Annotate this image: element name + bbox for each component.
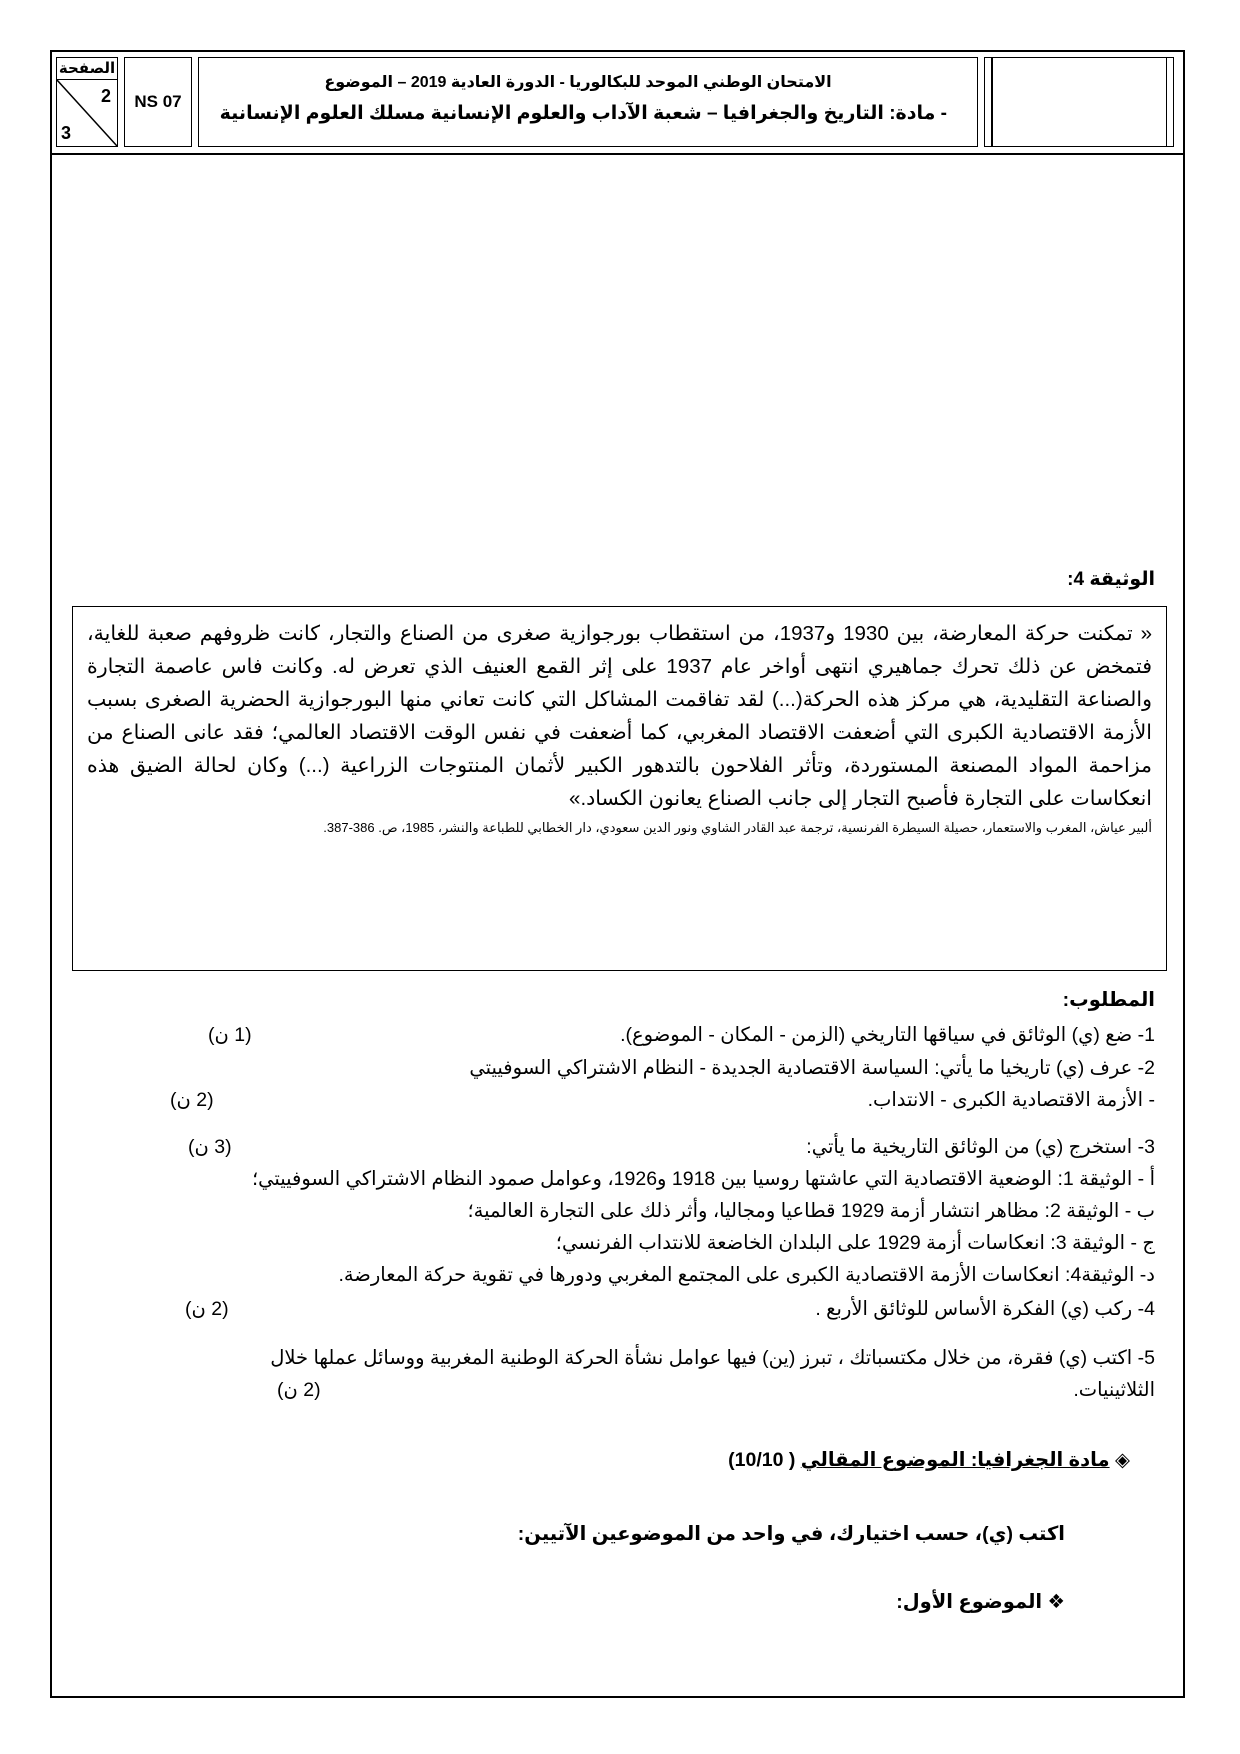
question-2-line1: 2- عرف (ي) تاريخيا ما يأتي: السياسة الاقتصادية الجديدة - النظام الاشتراكي السوفييتي: [469, 1057, 1155, 1079]
star-bullet-icon: ❖: [1047, 1591, 1065, 1613]
document4-heading: الوثيقة 4:: [1067, 569, 1155, 590]
page-total: 3: [61, 123, 72, 143]
topic-1-label: الموضوع الأول:: [896, 1591, 1043, 1613]
question-3: 3- استخرج (ي) من الوثائق التاريخية ما يأتي:: [806, 1136, 1155, 1158]
question-5-score: (2 ن): [277, 1379, 321, 1401]
page-label: الصفحة: [57, 59, 117, 80]
question-3-score: (3 ن): [188, 1136, 232, 1158]
document4-source: ألبير عياش، المغرب والاستعمار، حصيلة السيطرة الفرنسية، ترجمة عبد القادر الشاوي ونور الدين سعودي، دار الخطابي للطباعة والنشر، 1985، ص. 386-387.: [323, 820, 1152, 835]
question-2-line2: - الأزمة الاقتصادية الكبرى - الانتداب.: [867, 1089, 1155, 1111]
exam-header: [50, 50, 1185, 155]
question-3-c: ج - الوثيقة 3: انعكاسات أزمة 1929 على البلدان الخاضعة للانتداب الفرنسي؛: [555, 1232, 1155, 1254]
question-1: 1- ضع (ي) الوثائق في سياقها التاريخي (الزمن - المكان - الموضوع).: [620, 1024, 1155, 1046]
question-5-line2: الثلاثينيات.: [1073, 1379, 1155, 1401]
geography-topic-1: [896, 1590, 1065, 1614]
page-current: 2: [100, 86, 111, 106]
header-right-divider: [1166, 58, 1168, 146]
page-number-box: [56, 57, 118, 147]
exam-code: NS 07: [124, 57, 192, 147]
question-4-score: (2 ن): [185, 1298, 229, 1320]
geography-section-title: [728, 1448, 1130, 1472]
diamond-bullet-icon: ◈: [1115, 1449, 1130, 1471]
questions-heading: المطلوب:: [1062, 989, 1155, 1011]
exam-title-box: [198, 57, 978, 147]
question-3-a: أ - الوثيقة 1: الوضعية الاقتصادية التي عاشتها روسيا بين 1918 و1926، وعوامل صمود النظام الاشتراكي السوفييتي؛: [251, 1168, 1155, 1190]
geography-instruction: اكتب (ي)، حسب اختيارك، في واحد من الموضوعين الآتيين:: [517, 1523, 1065, 1545]
question-4: 4- ركب (ي) الفكرة الأساس للوثائق الأربع .: [815, 1298, 1155, 1320]
document4-quote: « تمكنت حركة المعارضة، بين 1930 و1937، من استقطاب بورجوازية صغرى من الصناع والتجار، كانت ظروفهم صعبة للغاية، فتمخض عن ذلك تحرك جماهيري انتهى أواخر عام 1937 على إثر القمع العنيف الذي تعرض له. وكانت فاس عاصمة التجارة والصناعة التقليدية، هي مركز هذه الحركة(...) لقد تفاقمت المشاكل التي كانت تعاني منها البورجوازية الحضرية الصغرى بسبب الأزمة الاقتصادية الكبرى التي أضعفت الاقتصاد المغربي، كما أضعفت في نفس الوقت الاقتصاد العالمي؛ فقد عانى الصناع من مزاحمة المواد المصنعة المستوردة، وتأثر الفلاحون بالتدهور الكبير لأثمان المنتوجات الزراعية (...) وكان لحالة الضيق هذه انعكاسات على التجارة فأصبح التجار إلى جانب الصناع يعانون الكساد.»: [87, 622, 1152, 810]
geography-title: مادة الجغرافيا: الموضوع المقالي: [800, 1449, 1110, 1471]
geography-score: ( 10/10): [728, 1449, 796, 1471]
question-3-b: ب - الوثيقة 2: مظاهر انتشار أزمة 1929 قطاعيا ومجاليا، وأثر ذلك على التجارة العالمية؛: [467, 1200, 1155, 1222]
question-2-score: (2 ن): [170, 1089, 214, 1111]
question-3-d: د- الوثيقة4: انعكاسات الأزمة الاقتصادية الكبرى على المجتمع المغربي ودورها في تقوية حركة المعارضة.: [338, 1264, 1155, 1286]
question-5-line1: 5- اكتب (ي) فقرة، من خلال مكتسباتك ، تبرز (ين) فيها عوامل نشأة الحركة الوطنية المغربية ووسائل عملها خلال: [270, 1347, 1155, 1369]
document4-quote-box: [72, 606, 1167, 971]
header-right-box: [984, 57, 1174, 147]
question-1-score: (1 ن): [208, 1024, 252, 1046]
exam-title-line2: - مادة: التاريخ والجغرافيا – شعبة الآداب والعلوم الإنسانية مسلك العلوم الإنسانية: [219, 103, 947, 124]
header-right-divider: [991, 58, 993, 146]
exam-title-line1: الامتحان الوطني الموحد للبكالوريا - الدورة العادية 2019 – الموضوع: [324, 74, 832, 91]
